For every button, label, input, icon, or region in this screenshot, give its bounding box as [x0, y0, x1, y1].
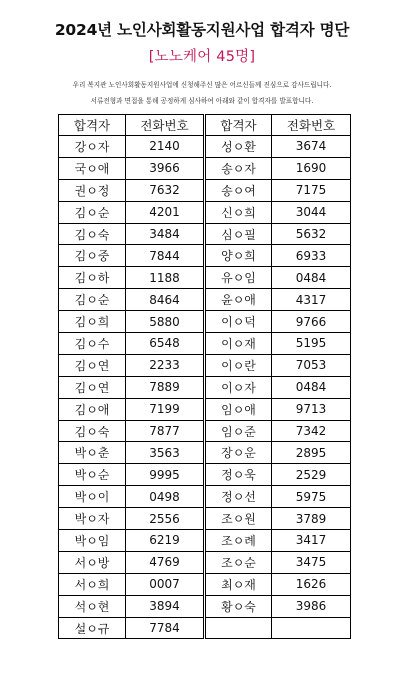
cell-phone-right	[272, 617, 351, 639]
cell-name-right: 장ㅇ운	[205, 442, 272, 464]
cell-phone-left: 8464	[126, 289, 205, 311]
table-row	[59, 464, 351, 486]
cell-name-right: 이ㅇ덕	[205, 311, 272, 333]
cell-phone-right: 3674	[272, 136, 351, 158]
cell-phone-left: 7784	[126, 617, 205, 639]
cell-name-left: 서ㅇ희	[59, 573, 126, 595]
cell-phone-right: 7053	[272, 354, 351, 376]
cell-phone-left: 3894	[126, 595, 205, 617]
table-row	[59, 420, 351, 442]
cell-name-right: 양ㅇ희	[205, 245, 272, 267]
cell-name-left: 박ㅇ자	[59, 508, 126, 530]
cell-phone-left: 6548	[126, 333, 205, 355]
cell-phone-right: 3986	[272, 595, 351, 617]
cell-name-left: 김ㅇ숙	[59, 420, 126, 442]
cell-name-left: 권ㅇ정	[59, 179, 126, 201]
cell-name-left: 박ㅇ순	[59, 464, 126, 486]
cell-name-right: 조ㅇ순	[205, 551, 272, 573]
cell-name-left: 김ㅇ애	[59, 398, 126, 420]
cell-name-left: 김ㅇ순	[59, 201, 126, 223]
table-row	[59, 551, 351, 573]
cell-phone-right: 3417	[272, 530, 351, 552]
cell-phone-left: 3563	[126, 442, 205, 464]
intro-line-2: 서류전형과 면접을 통해 공정하게 심사하여 아래와 같이 합격자를 발표합니다.	[90, 97, 314, 105]
cell-phone-right: 3789	[272, 508, 351, 530]
intro-text	[6, 77, 398, 109]
table-row	[59, 486, 351, 508]
cell-name-right: 황ㅇ숙	[205, 595, 272, 617]
cell-phone-right: 9766	[272, 311, 351, 333]
header-name-left: 합격자	[59, 115, 126, 136]
table-row	[59, 398, 351, 420]
cell-name-right: 심ㅇ필	[205, 223, 272, 245]
cell-name-right: 이ㅇ자	[205, 376, 272, 398]
table-row	[59, 289, 351, 311]
cell-phone-left: 7632	[126, 179, 205, 201]
cell-phone-left: 0498	[126, 486, 205, 508]
cell-phone-left: 7889	[126, 376, 205, 398]
cell-phone-right: 5632	[272, 223, 351, 245]
cell-name-right: 신ㅇ희	[205, 201, 272, 223]
cell-phone-left: 0007	[126, 573, 205, 595]
intro-line-1: 우리 복지관 노인사회활동지원사업에 신청해주신 많은 어르신들께 진심으로 감사드립니다.	[72, 81, 332, 89]
cell-phone-right: 5195	[272, 333, 351, 355]
cell-name-right: 성ㅇ환	[205, 136, 272, 158]
cell-phone-right: 1690	[272, 157, 351, 179]
cell-phone-left: 6219	[126, 530, 205, 552]
cell-name-left: 서ㅇ방	[59, 551, 126, 573]
cell-phone-left: 4769	[126, 551, 205, 573]
cell-phone-right: 6933	[272, 245, 351, 267]
cell-name-right: 조ㅇ례	[205, 530, 272, 552]
cell-name-left: 김ㅇ수	[59, 333, 126, 355]
table-row	[59, 223, 351, 245]
cell-name-left: 김ㅇ하	[59, 267, 126, 289]
cell-name-left: 강ㅇ자	[59, 136, 126, 158]
cell-name-right: 이ㅇ재	[205, 333, 272, 355]
table-row	[59, 376, 351, 398]
program-subtitle: [노노케어 45명]	[148, 49, 256, 65]
roster-body	[59, 136, 351, 639]
cell-phone-left: 3966	[126, 157, 205, 179]
cell-phone-right: 1626	[272, 573, 351, 595]
roster-table	[58, 114, 351, 639]
header-name-right: 합격자	[205, 115, 272, 136]
cell-phone-right: 3475	[272, 551, 351, 573]
cell-phone-left: 2233	[126, 354, 205, 376]
cell-name-right	[205, 617, 272, 639]
cell-phone-left: 9995	[126, 464, 205, 486]
cell-name-right: 최ㅇ재	[205, 573, 272, 595]
cell-name-right: 정ㅇ욱	[205, 464, 272, 486]
table-row	[59, 333, 351, 355]
cell-phone-right: 2895	[272, 442, 351, 464]
cell-name-left: 석ㅇ현	[59, 595, 126, 617]
cell-name-left: 김ㅇ희	[59, 311, 126, 333]
table-row	[59, 136, 351, 158]
header-phone-left: 전화번호	[126, 115, 205, 136]
cell-name-left: 박ㅇ춘	[59, 442, 126, 464]
table-row	[59, 201, 351, 223]
cell-phone-right: 3044	[272, 201, 351, 223]
table-row	[59, 595, 351, 617]
cell-phone-right: 0484	[272, 267, 351, 289]
cell-name-left: 김ㅇ중	[59, 245, 126, 267]
cell-name-right: 정ㅇ선	[205, 486, 272, 508]
table-row	[59, 442, 351, 464]
table-row	[59, 267, 351, 289]
cell-name-right: 조ㅇ원	[205, 508, 272, 530]
cell-name-left: 박ㅇ이	[59, 486, 126, 508]
cell-name-right: 임ㅇ애	[205, 398, 272, 420]
cell-phone-right: 9713	[272, 398, 351, 420]
cell-name-left: 김ㅇ연	[59, 354, 126, 376]
cell-phone-right: 2529	[272, 464, 351, 486]
cell-name-right: 송ㅇ여	[205, 179, 272, 201]
cell-name-left: 설ㅇ규	[59, 617, 126, 639]
cell-name-right: 윤ㅇ애	[205, 289, 272, 311]
cell-phone-right: 0484	[272, 376, 351, 398]
cell-phone-left: 7877	[126, 420, 205, 442]
table-row	[59, 245, 351, 267]
cell-phone-left: 7844	[126, 245, 205, 267]
cell-phone-left: 5880	[126, 311, 205, 333]
cell-name-left: 국ㅇ애	[59, 157, 126, 179]
table-row	[59, 157, 351, 179]
cell-phone-left: 2140	[126, 136, 205, 158]
cell-phone-left: 7199	[126, 398, 205, 420]
cell-name-left: 김ㅇ순	[59, 289, 126, 311]
header-phone-right: 전화번호	[272, 115, 351, 136]
cell-name-left: 김ㅇ연	[59, 376, 126, 398]
cell-phone-right: 4317	[272, 289, 351, 311]
page-title: 2024년 노인사회활동지원사업 합격자 명단	[54, 21, 350, 39]
cell-name-left: 박ㅇ임	[59, 530, 126, 552]
cell-phone-right: 7175	[272, 179, 351, 201]
cell-phone-right: 5975	[272, 486, 351, 508]
table-row	[59, 179, 351, 201]
cell-name-right: 임ㅇ준	[205, 420, 272, 442]
cell-phone-left: 1188	[126, 267, 205, 289]
cell-phone-left: 4201	[126, 201, 205, 223]
cell-name-right: 유ㅇ임	[205, 267, 272, 289]
cell-name-right: 이ㅇ란	[205, 354, 272, 376]
cell-phone-right: 7342	[272, 420, 351, 442]
table-row	[59, 573, 351, 595]
cell-phone-left: 3484	[126, 223, 205, 245]
roster-header-row	[59, 115, 351, 136]
cell-phone-left: 2556	[126, 508, 205, 530]
table-row	[59, 311, 351, 333]
table-row	[59, 354, 351, 376]
table-row	[59, 617, 351, 639]
table-row	[59, 530, 351, 552]
table-row	[59, 508, 351, 530]
cell-name-left: 김ㅇ숙	[59, 223, 126, 245]
cell-name-right: 송ㅇ자	[205, 157, 272, 179]
